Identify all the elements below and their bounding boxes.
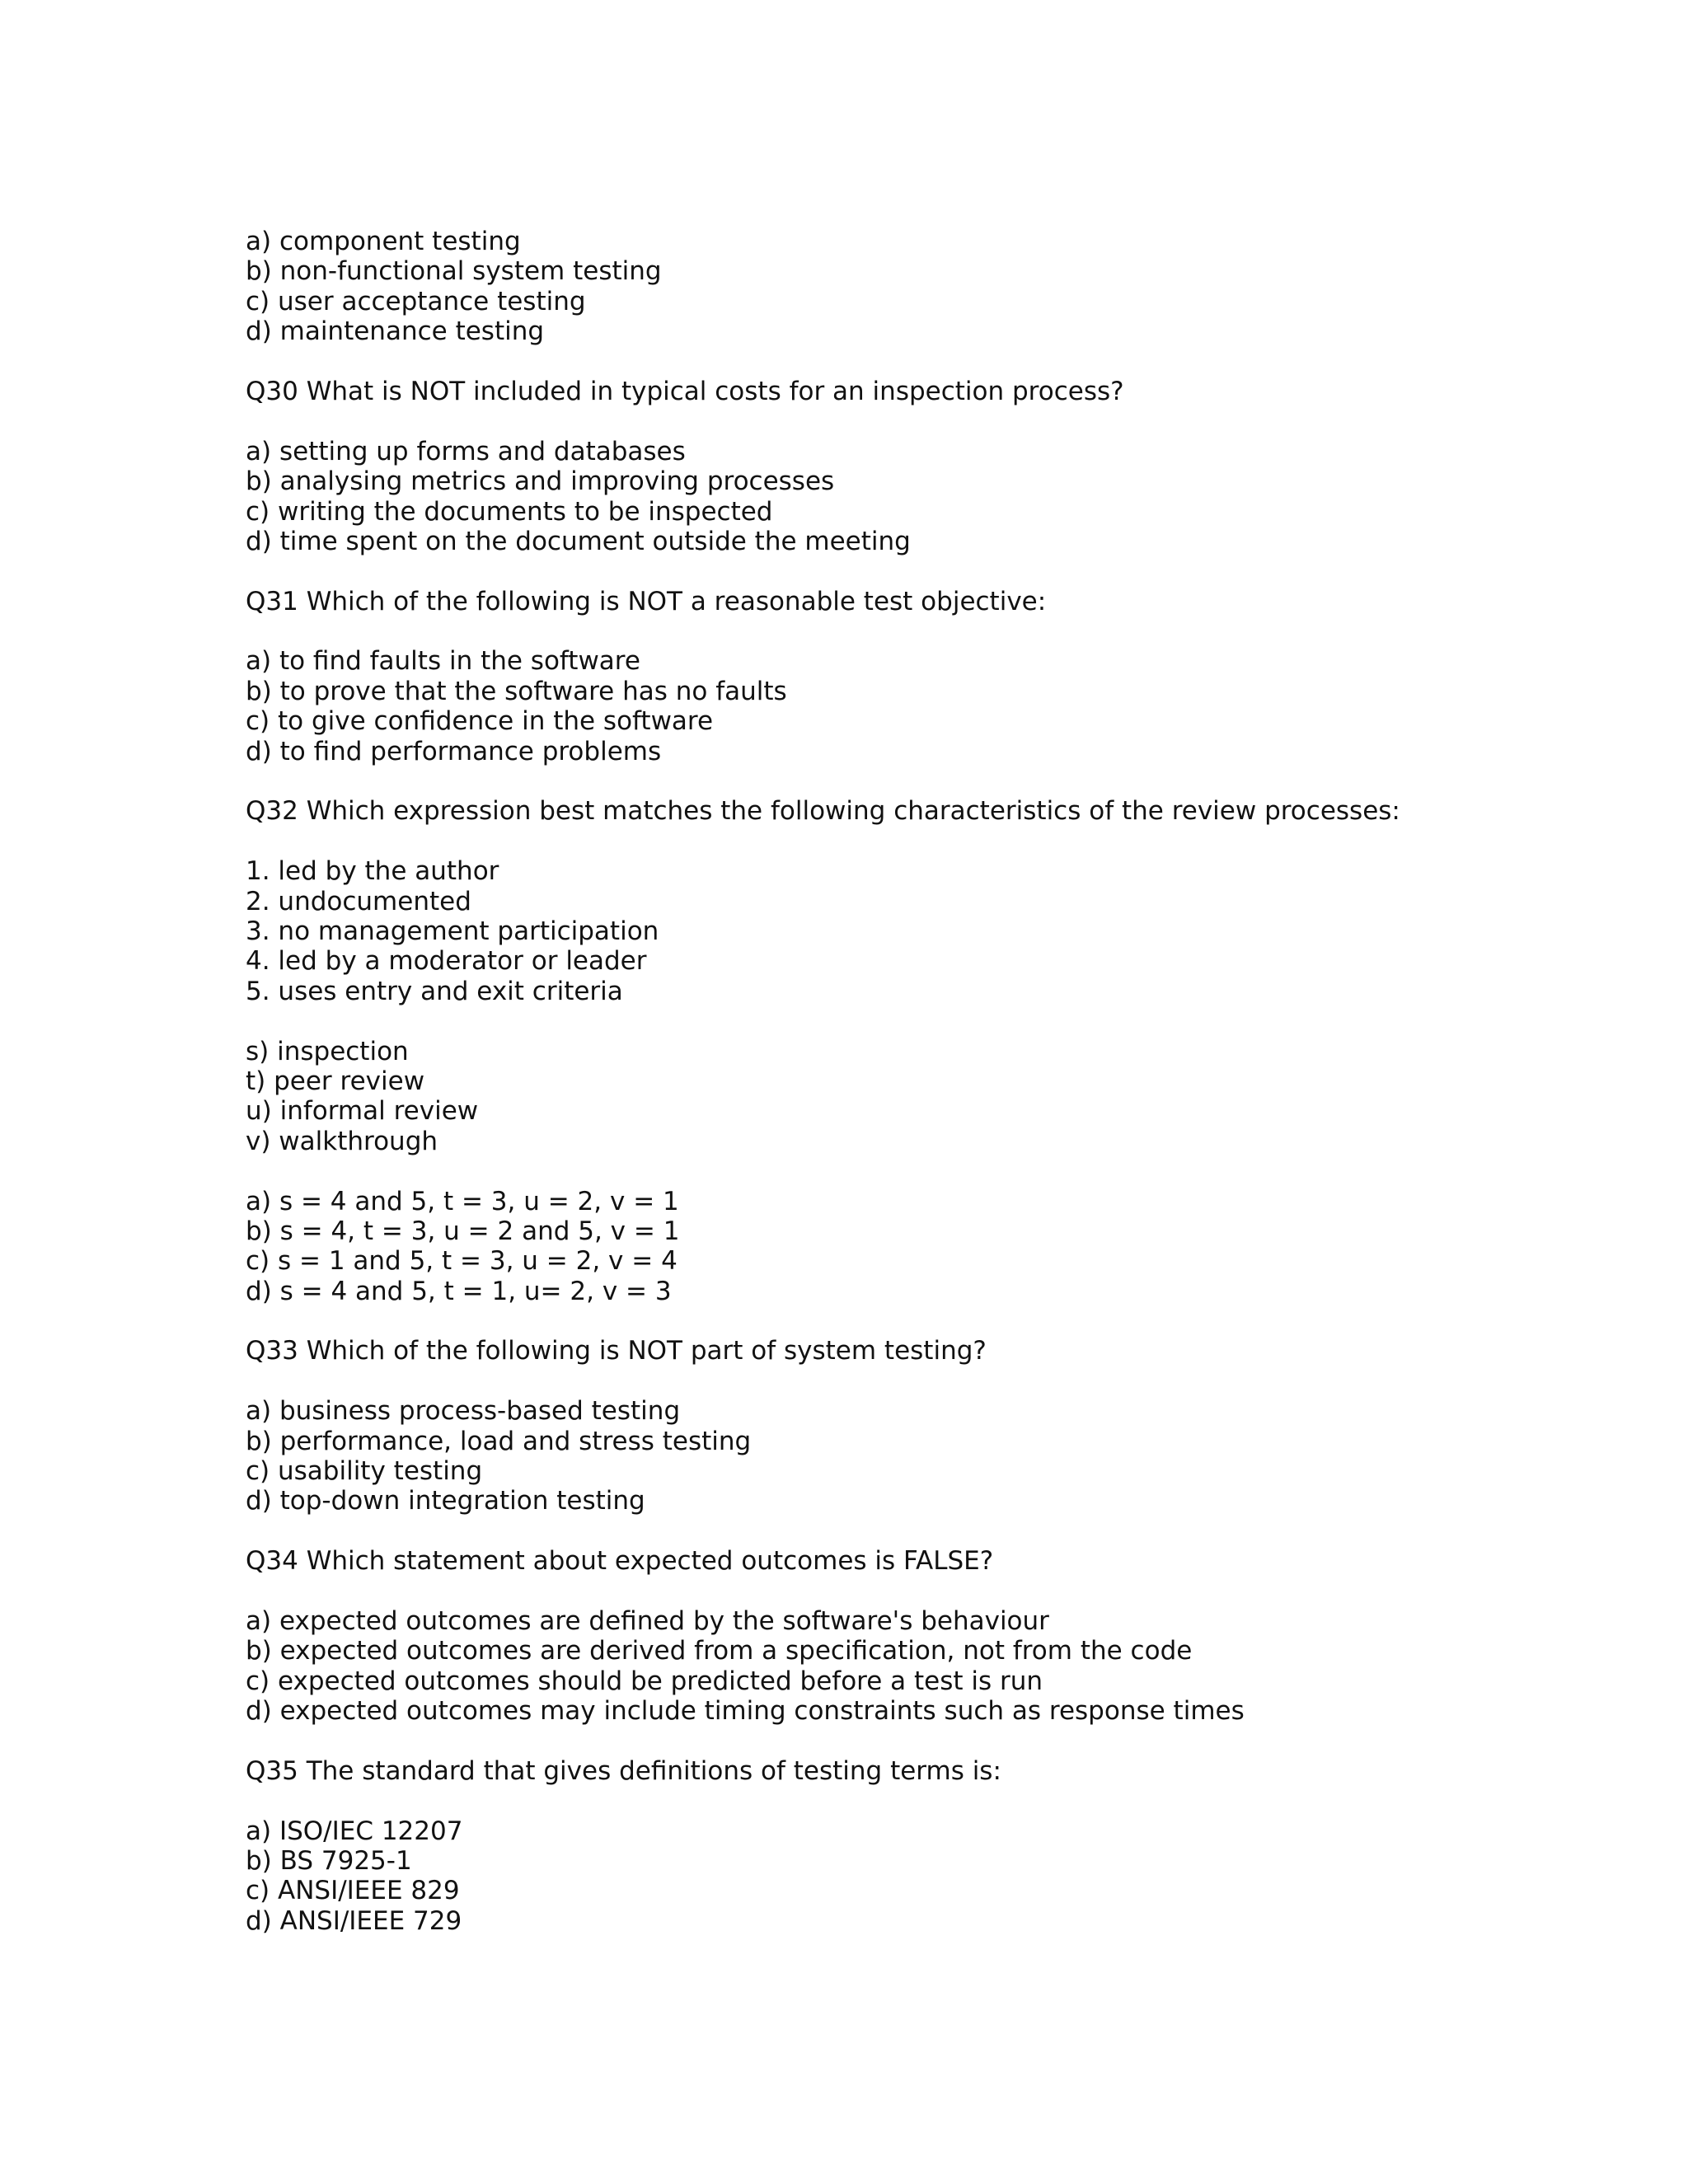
q32-answer-options xyxy=(246,1187,1564,1307)
option-c: c) writing the documents to be inspected xyxy=(246,496,773,527)
option-b: b) performance, load and stress testing xyxy=(246,1426,752,1456)
option-c: c) user acceptance testing xyxy=(246,286,586,316)
option-a: a) to find faults in the software xyxy=(246,646,640,677)
option-d: d) expected outcomes may include timing constraints such as response times xyxy=(246,1696,1245,1727)
option-c: c) s = 1 and 5, t = 3, u = 2, v = 4 xyxy=(246,1246,678,1277)
q32-review-types-list xyxy=(246,1037,1564,1157)
option-d: d) top-down integration testing xyxy=(246,1486,645,1516)
q32-characteristics-list xyxy=(246,856,1564,1006)
option-c: c) usability testing xyxy=(246,1456,483,1487)
characteristic-4: 4. led by a moderator or leader xyxy=(246,946,647,977)
q30-question xyxy=(246,377,1564,406)
option-b: b) s = 4, t = 3, u = 2 and 5, v = 1 xyxy=(246,1216,680,1246)
question-text: Q32 Which expression best matches the following characteristics of the review processes: xyxy=(246,796,1400,827)
option-a: a) business process-based testing xyxy=(246,1396,681,1427)
q30-answer-options xyxy=(246,437,1564,557)
option-b: b) expected outcomes are derived from a specification, not from the code xyxy=(246,1636,1193,1666)
option-b: b) to prove that the software has no faults xyxy=(246,676,787,706)
q29-answer-options xyxy=(246,227,1564,347)
option-a: a) setting up forms and databases xyxy=(246,436,686,466)
question-text: Q34 Which statement about expected outcomes is FALSE? xyxy=(246,1546,994,1577)
option-b: b) BS 7925-1 xyxy=(246,1846,412,1877)
option-a: a) s = 4 and 5, t = 3, u = 2, v = 1 xyxy=(246,1186,679,1216)
option-a: a) expected outcomes are defined by the software's behaviour xyxy=(246,1605,1049,1636)
review-type-t: t) peer review xyxy=(246,1066,425,1096)
characteristic-3: 3. no management participation xyxy=(246,916,659,946)
option-d: d) maintenance testing xyxy=(246,316,545,347)
q31-answer-options xyxy=(246,646,1564,766)
question-text: Q31 Which of the following is NOT a reasonable test objective: xyxy=(246,586,1047,616)
review-type-v: v) walkthrough xyxy=(246,1126,438,1156)
option-c: c) ANSI/IEEE 829 xyxy=(246,1876,460,1906)
q31-question xyxy=(246,587,1564,616)
q33-answer-options xyxy=(246,1396,1564,1516)
option-d: d) to find performance problems xyxy=(246,736,662,766)
option-c: c) to give confidence in the software xyxy=(246,706,714,737)
q34-answer-options xyxy=(246,1606,1564,1727)
question-text: Q33 Which of the following is NOT part of system testing? xyxy=(246,1336,987,1366)
option-d: d) time spent on the document outside the meeting xyxy=(246,526,911,556)
document-content xyxy=(246,227,1564,1936)
characteristic-5: 5. uses entry and exit criteria xyxy=(246,976,623,1006)
option-b: b) non-functional system testing xyxy=(246,256,662,287)
option-a: a) component testing xyxy=(246,227,521,256)
option-d: d) ANSI/IEEE 729 xyxy=(246,1905,462,1936)
characteristic-1: 1. led by the author xyxy=(246,856,499,887)
option-d: d) s = 4 and 5, t = 1, u= 2, v = 3 xyxy=(246,1276,672,1306)
option-a: a) ISO/IEC 12207 xyxy=(246,1816,463,1846)
option-b: b) analysing metrics and improving processes xyxy=(246,466,835,497)
q34-question xyxy=(246,1546,1564,1576)
q33-question xyxy=(246,1336,1564,1366)
review-type-u: u) informal review xyxy=(246,1096,479,1127)
option-c: c) expected outcomes should be predicted before a test is run xyxy=(246,1666,1043,1696)
question-text: Q35 The standard that gives definitions of testing terms is: xyxy=(246,1755,1001,1786)
q35-question xyxy=(246,1756,1564,1786)
characteristic-2: 2. undocumented xyxy=(246,886,471,916)
q35-answer-options xyxy=(246,1816,1564,1937)
q32-question xyxy=(246,796,1564,826)
question-text: Q30 What is NOT included in typical costs for an inspection process? xyxy=(246,376,1124,406)
review-type-s: s) inspection xyxy=(246,1036,409,1066)
